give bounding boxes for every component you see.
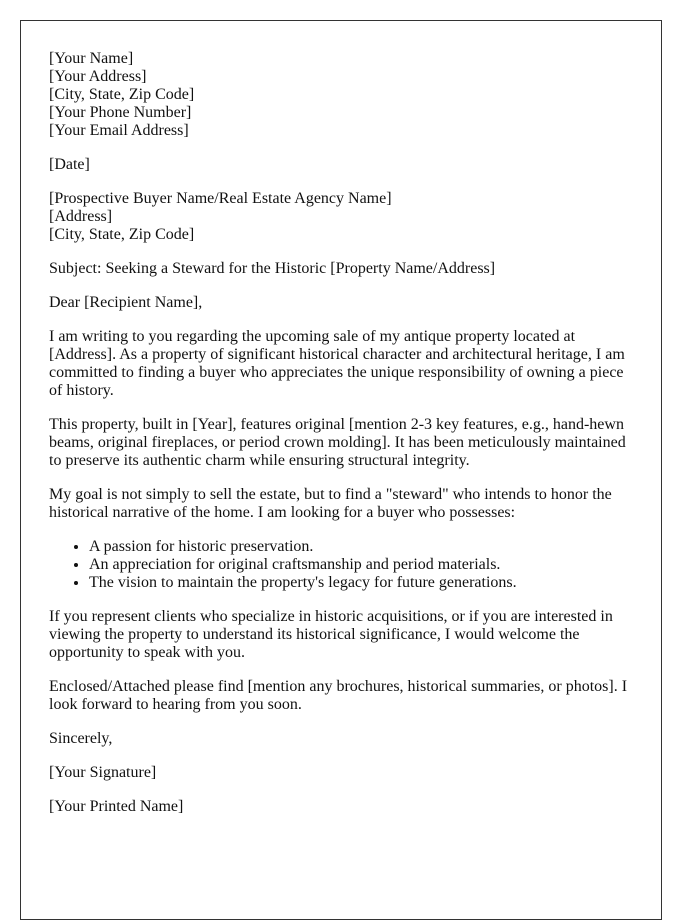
sender-address: [Your Address] — [49, 68, 147, 85]
buyer-qualities-list — [49, 538, 633, 592]
sender-city-state-zip: [City, State, Zip Code] — [49, 86, 195, 103]
printed-name: [Your Printed Name] — [49, 798, 184, 815]
list-item: • An appreciation for original craftsmanship and period materials. — [89, 556, 633, 574]
document-viewport — [20, 20, 662, 815]
recipient-address: [Address] — [49, 208, 113, 225]
recipient-city-state-zip: [City, State, Zip Code] — [49, 226, 195, 243]
salutation: Dear [Recipient Name], — [49, 294, 203, 311]
sender-email: [Your Email Address] — [49, 122, 189, 139]
sender-phone: [Your Phone Number] — [49, 104, 192, 121]
body-paragraph-features: This property, built in [Year], features original [mention 2-3 key features, e.g., hand-hewn beams, original fireplaces, or period crown molding]. It has been meticulously maintained to preserve its authentic charm while ensuring structural integrity. — [49, 416, 626, 469]
body-paragraph-intro: I am writing to you regarding the upcoming sale of my antique property located at [Address]. As a property of significant historical character and architectural heritage, I am committed to finding a buyer who appreciates the unique responsibility of owning a piece of history. — [49, 328, 625, 399]
letter-page — [20, 20, 662, 920]
list-item: • A passion for historic preservation. — [89, 538, 633, 556]
recipient-name: [Prospective Buyer Name/Real Estate Agency Name] — [49, 190, 392, 207]
recipient-address-block — [49, 190, 633, 244]
sender-address-block — [49, 50, 633, 140]
letter-date: [Date] — [49, 156, 90, 173]
closing: Sincerely, — [49, 730, 113, 747]
body-paragraph-goal: My goal is not simply to sell the estate, but to find a "steward" who intends to honor the historical narrative of the home. I am looking for a buyer who possesses: — [49, 486, 612, 521]
subject-line: Subject: Seeking a Steward for the Historic [Property Name/Address] — [49, 260, 496, 277]
body-paragraph-enclosures: Enclosed/Attached please find [mention any brochures, historical summaries, or photos]. I look forward to hearing from you soon. — [49, 678, 628, 713]
body-paragraph-invitation: If you represent clients who specialize in historic acquisitions, or if you are interested in viewing the property to understand its historical significance, I would welcome the opportunity to speak with you. — [49, 608, 613, 661]
signature: [Your Signature] — [49, 764, 157, 781]
sender-name: [Your Name] — [49, 50, 134, 67]
list-item: • The vision to maintain the property's legacy for future generations. — [89, 574, 633, 592]
